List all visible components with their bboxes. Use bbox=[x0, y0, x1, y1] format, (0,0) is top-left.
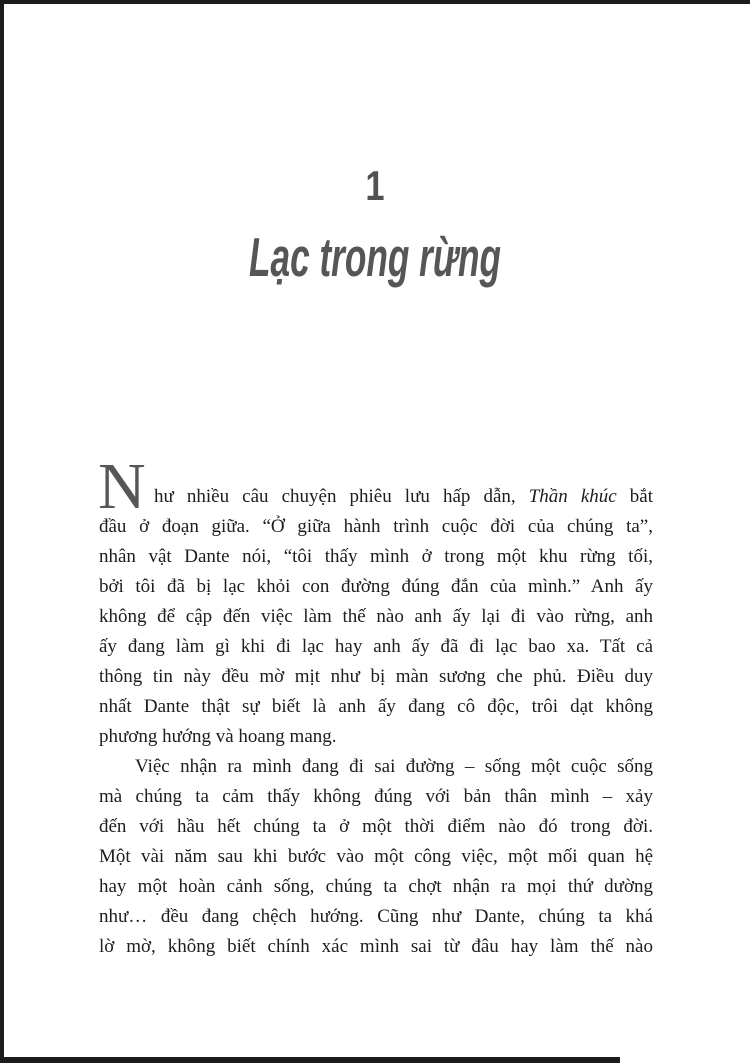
paragraph-2-line-1: Việc nhận ra mình đang đi sai đường – sống một cuộc sống bbox=[135, 756, 653, 777]
paragraph-2-line-2: mà chúng ta cảm thấy không đúng với bản thân mình – xảy bbox=[99, 786, 653, 807]
paragraph-1-line-9: phương hướng và hoang mang. bbox=[99, 726, 337, 747]
paragraph-1-line-3: nhân vật Dante nói, “tôi thấy mình ở trong một khu rừng tối, bbox=[99, 546, 653, 567]
paragraph-1-line-5: không để cập đến việc làm thế nào anh ấy lại đi vào rừng, anh bbox=[99, 606, 653, 627]
drop-cap-letter: N bbox=[98, 450, 146, 523]
paragraph-2-line-3: đến với hầu hết chúng ta ở một thời điểm nào đó trong đời. bbox=[99, 816, 653, 837]
paragraph-2-line-6: như… đều đang chệch hướng. Cũng như Dante, chúng ta khá bbox=[99, 906, 653, 927]
body-text bbox=[99, 482, 653, 962]
paragraph-1-line-8: nhất Dante thật sự biết là anh ấy đang cô độc, trôi dạt không bbox=[99, 696, 653, 717]
paragraph-1-line-2: đầu ở đoạn giữa. “Ở giữa hành trình cuộc đời của chúng ta”, bbox=[99, 516, 653, 537]
chapter-title: Lạc trong rừng bbox=[249, 226, 501, 288]
paragraph-2-line-4: Một vài năm sau khi bước vào một công việc, một mối quan hệ bbox=[99, 846, 653, 867]
paragraph-2-line-5: hay một hoàn cảnh sống, chúng ta chợt nhận ra mọi thứ dường bbox=[99, 876, 653, 897]
text-run: hư nhiều câu chuyện phiêu lưu hấp dẫn, bbox=[154, 486, 529, 507]
scan-edge-top bbox=[0, 0, 750, 4]
chapter-number: 1 bbox=[365, 162, 385, 209]
scan-edge-left bbox=[0, 0, 4, 1063]
text-run: bắt bbox=[616, 486, 653, 507]
paragraph-1-line-6: ấy đang làm gì khi đi lạc hay anh ấy đã đi lạc bao xa. Tất cả bbox=[99, 636, 653, 657]
paragraph-1-line-7: thông tin này đều mờ mịt như bị màn sương che phủ. Điều duy bbox=[99, 666, 653, 687]
paragraph-1-line-4: bởi tôi đã bị lạc khỏi con đường đúng đắn của mình.” Anh ấy bbox=[99, 576, 653, 597]
book-title-italic: Thần khúc bbox=[528, 486, 617, 507]
scan-edge-bottom bbox=[0, 1057, 620, 1063]
paragraph-2-line-7: lờ mờ, không biết chính xác mình sai từ đâu hay làm thế nào bbox=[99, 936, 653, 957]
paragraph-1-line-1 bbox=[99, 482, 653, 512]
